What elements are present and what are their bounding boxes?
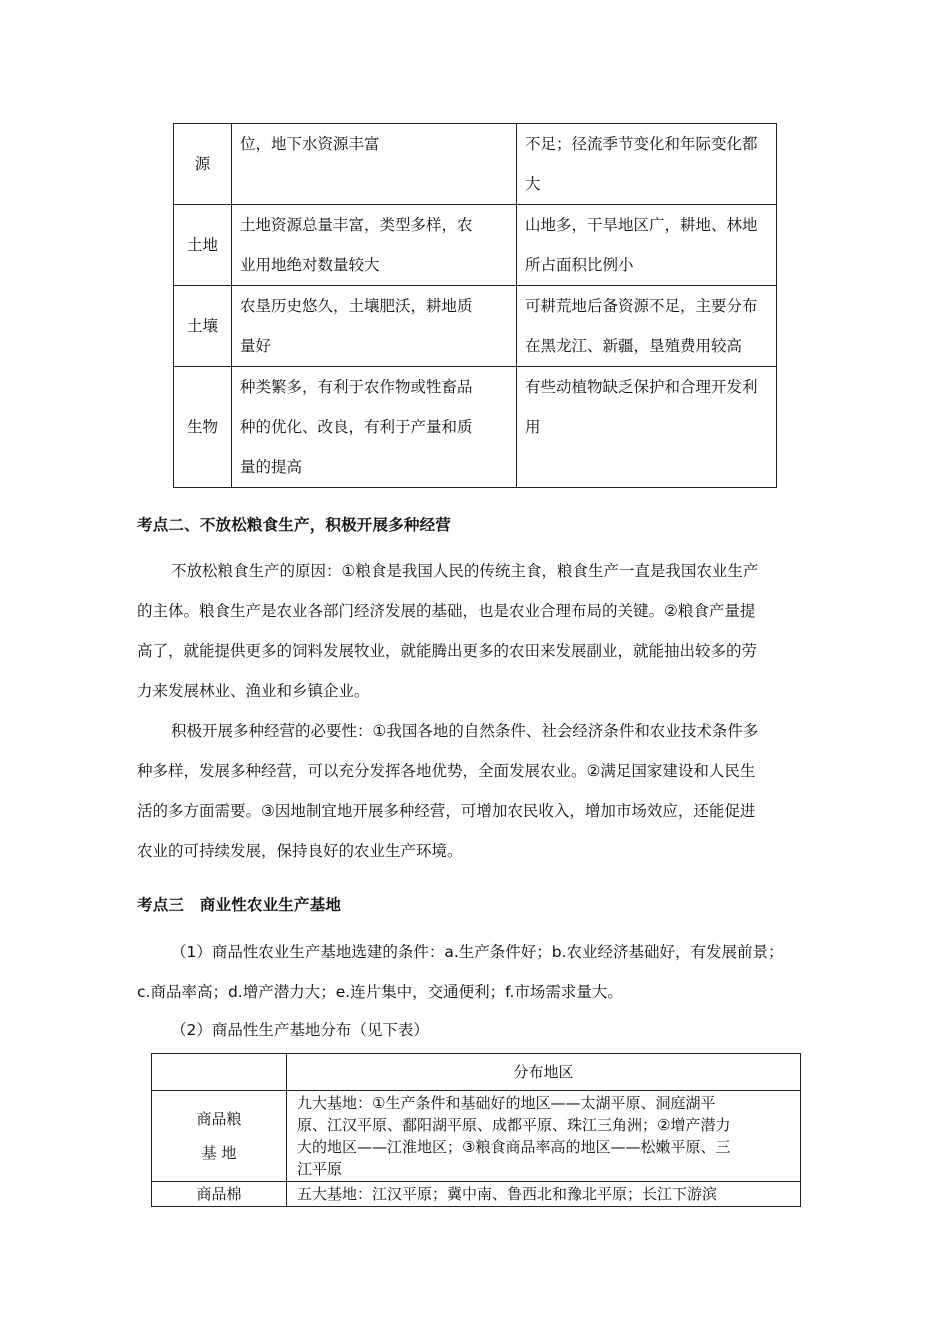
section-heading: 考点二、不放松粮食生产，积极开展多种经营 xyxy=(137,516,452,534)
cell-line: 种的优化、改良，有利于产量和质 xyxy=(240,418,473,436)
table-row xyxy=(174,286,777,367)
cell-line: 有些动植物缺乏保护和合理开发利 xyxy=(525,378,758,396)
cell-line: 山地多，干旱地区广，耕地、林地 xyxy=(525,216,758,234)
empty-header-cell xyxy=(152,1054,287,1091)
cell-line: 用 xyxy=(525,418,541,436)
resources-table xyxy=(173,123,777,488)
cell-line: 大的地区——江淮地区；③粮食商品率高的地区——松嫩平原、三 xyxy=(297,1138,731,1156)
distribution-table xyxy=(151,1053,801,1207)
cell-line: 可耕荒地后备资源不足，主要分布 xyxy=(525,297,758,315)
text-line: 农业的可持续发展，保持良好的农业生产环境。 xyxy=(137,842,463,860)
table-row xyxy=(174,205,777,286)
region-cell xyxy=(287,1091,801,1182)
row-label: 生物 xyxy=(174,367,232,488)
cell-line: 不足；径流季节变化和年际变化都 xyxy=(525,135,758,153)
text-line: 高了，就能提供更多的饲料发展牧业，就能腾出更多的农田来发展副业，就能抽出较多的劳 xyxy=(137,642,758,660)
table-row xyxy=(152,1182,801,1207)
paragraph xyxy=(137,711,817,871)
text-line: 不放松粮食生产的原因：①粮食是我国人民的传统主食，粮食生产一直是我国农业生产 xyxy=(171,562,759,580)
cell-line: 农垦历史悠久，土壤肥沃，耕地质 xyxy=(240,297,473,315)
header-cell: 分布地区 xyxy=(287,1054,801,1091)
row-label: 土壤 xyxy=(174,286,232,367)
cell-line: 量好 xyxy=(240,337,272,355)
cell-line: 量的提高 xyxy=(240,458,303,476)
row-label: 源 xyxy=(174,124,232,205)
text-line: （2）商品性生产基地分布（见下表） xyxy=(171,1021,429,1039)
paragraph xyxy=(137,551,817,711)
advantage-cell xyxy=(232,124,517,205)
cell-line: 所占面积比例小 xyxy=(525,256,634,274)
label-line: 基 地 xyxy=(201,1144,237,1162)
advantage-cell xyxy=(232,367,517,488)
label-line: 商品粮 xyxy=(196,1110,242,1128)
table-header-row xyxy=(152,1054,801,1091)
cell-line: 五大基地：江汉平原；冀中南、鲁西北和豫北平原；长江下游滨 xyxy=(297,1185,718,1203)
label-line: 商品棉 xyxy=(196,1185,242,1203)
text-line: 种多样，发展多种经营，可以充分发挥各地优势，全面发展农业。②满足国家建设和人民生 xyxy=(137,762,756,780)
row-label xyxy=(152,1091,287,1182)
section-heading: 考点三 商业性农业生产基地 xyxy=(137,896,342,914)
advantage-cell xyxy=(232,286,517,367)
cell-line: 位，地下水资源丰富 xyxy=(240,135,380,153)
text-line: （1）商品性农业生产基地选建的条件：a.生产条件好；b.农业经济基础好，有发展前景； xyxy=(171,943,784,961)
advantage-cell xyxy=(232,205,517,286)
table-row xyxy=(152,1091,801,1182)
disadvantage-cell xyxy=(517,286,777,367)
cell-line: 业用地绝对数量较大 xyxy=(240,256,380,274)
text-line: 活的多方面需要。③因地制宜地开展多种经营，可增加农民收入，增加市场效应，还能促进 xyxy=(137,802,756,820)
disadvantage-cell xyxy=(517,124,777,205)
cell-line: 在黑龙江、新疆，垦殖费用较高 xyxy=(525,337,743,355)
table-row xyxy=(174,367,777,488)
cell-line: 种类繁多，有利于农作物或牲畜品 xyxy=(240,378,473,396)
disadvantage-cell xyxy=(517,367,777,488)
cell-line: 原、江汉平原、鄱阳湖平原、成都平原、珠江三角洲；②增产潜力 xyxy=(297,1116,731,1134)
paragraph xyxy=(137,932,817,1012)
text-line: 的主体。粮食生产是农业各部门经济发展的基础，也是农业合理布局的关键。②粮食产量提 xyxy=(137,602,756,620)
paragraph xyxy=(137,1010,817,1050)
cell-line: 大 xyxy=(525,175,541,193)
row-label: 土地 xyxy=(174,205,232,286)
text-line: c.商品率高；d.增产潜力大；e.连片集中，交通便利；f.市场需求量大。 xyxy=(137,983,623,1001)
disadvantage-cell xyxy=(517,205,777,286)
text-line: 积极开展多种经营的必要性：①我国各地的自然条件、社会经济条件和农业技术条件多 xyxy=(171,722,759,740)
region-cell xyxy=(287,1182,801,1207)
text-line: 力来发展林业、渔业和乡镇企业。 xyxy=(137,682,370,700)
table-row xyxy=(174,124,777,205)
cell-line: 土地资源总量丰富，类型多样，农 xyxy=(240,216,473,234)
cell-line: 九大基地：①生产条件和基础好的地区——太湖平原、洞庭湖平 xyxy=(297,1094,716,1112)
row-label xyxy=(152,1182,287,1207)
cell-line: 江平原 xyxy=(297,1160,343,1178)
